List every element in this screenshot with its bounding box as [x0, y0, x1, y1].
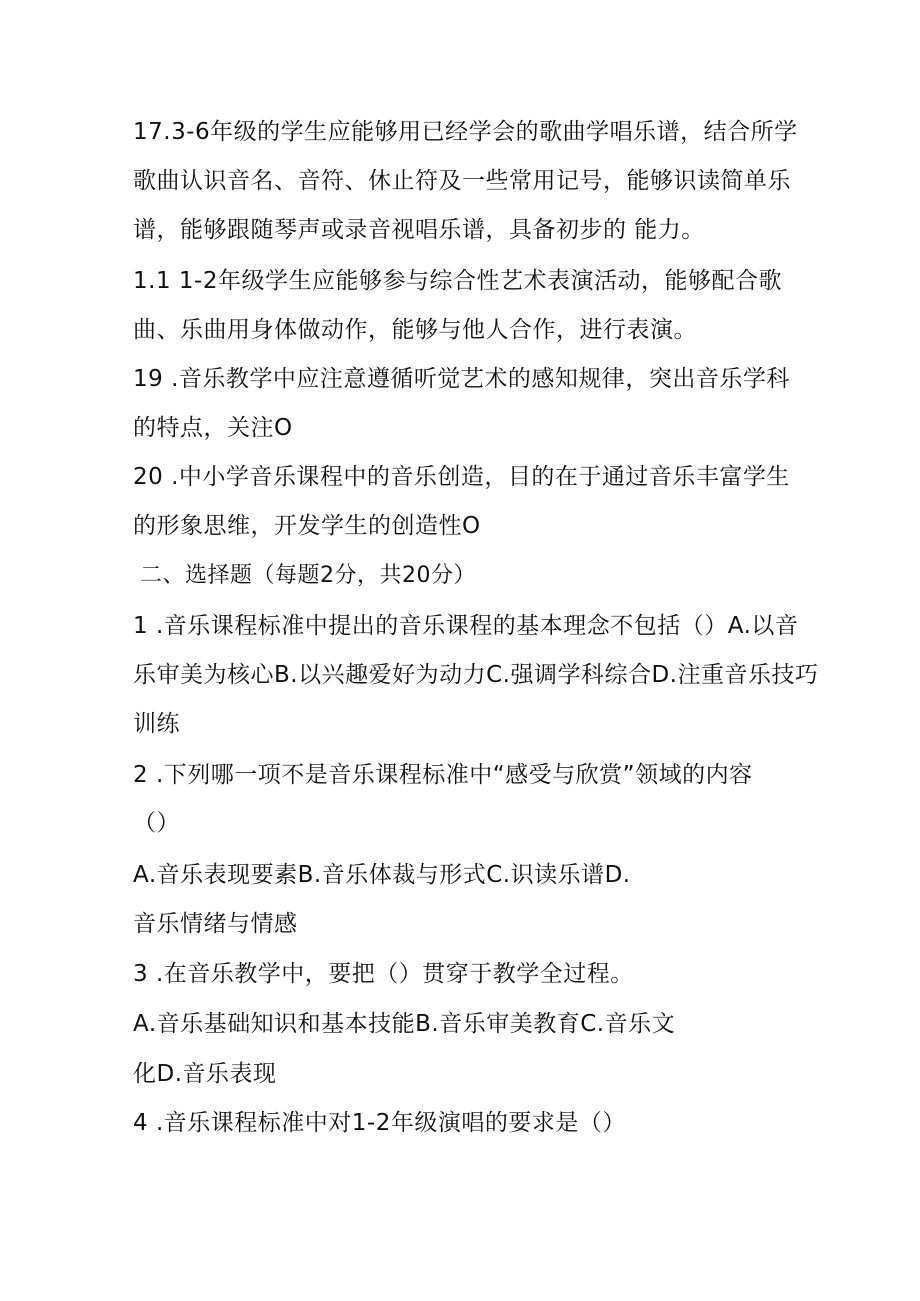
text-line-q18-1: 1.1 1-2年级学生应能够参与综合性艺术表演活动，能够配合歌 — [133, 268, 782, 294]
text-line-mc3-1: 3 .在音乐教学中，要把（）贯穿于教学全过程。 — [133, 961, 634, 987]
text-line-mc3-options: A.音乐基础知识和基本技能B.音乐审美教育C.音乐文 — [133, 1011, 676, 1037]
text-line-mc3-option-d: 化D.音乐表现 — [133, 1061, 277, 1087]
text-line-mc1-1: 1 .音乐课程标准中提出的音乐课程的基本理念不包括（）A.以音 — [133, 613, 799, 639]
text-line-mc2-1: 2 .下列哪一项不是音乐课程标准中“感受与欣赏”领域的内容 — [133, 762, 753, 788]
text-line-q18-2: 曲、乐曲用身体做动作，能够与他人合作，进行表演。 — [133, 317, 697, 343]
text-line-mc2-2: （） — [133, 810, 180, 836]
text-line-mc4-1: 4 .音乐课程标准中对1-2年级演唱的要求是（） — [133, 1110, 626, 1136]
text-line-q17-1: 17.3-6年级的学生应能够用已经学会的歌曲学唱乐谱，结合所学 — [133, 119, 798, 145]
text-line-q19-2: 的特点，关注O — [133, 415, 293, 441]
text-line-q17-3: 谱，能够跟随琴声或录音视唱乐谱，具备初步的 能力。 — [133, 217, 705, 243]
text-line-q20-1: 20 .中小学音乐课程中的音乐创造，目的在于通过音乐丰富学生 — [133, 464, 790, 490]
text-line-q20-2: 的形象思维，开发学生的创造性O — [133, 513, 481, 539]
text-line-q17-2: 歌曲认识音名、音符、休止符及一些常用记号，能够识读简单乐 — [133, 168, 791, 194]
section-heading-choice: 二、选择题（每题2分，共20分） — [140, 563, 476, 588]
text-line-mc1-2: 乐审美为核心B.以兴趣爱好为动力C.强调学科综合D.注重音乐技巧 — [133, 662, 819, 688]
text-line-mc2-options: A.音乐表现要素B.音乐体裁与形式C.识读乐谱D. — [133, 862, 631, 888]
text-line-q19-1: 19 .音乐教学中应注意遵循听觉艺术的感知规律，突出音乐学科 — [133, 366, 790, 392]
text-line-mc2-option-d: 音乐情绪与情感 — [133, 911, 298, 937]
text-line-mc1-3: 训练 — [133, 711, 180, 737]
